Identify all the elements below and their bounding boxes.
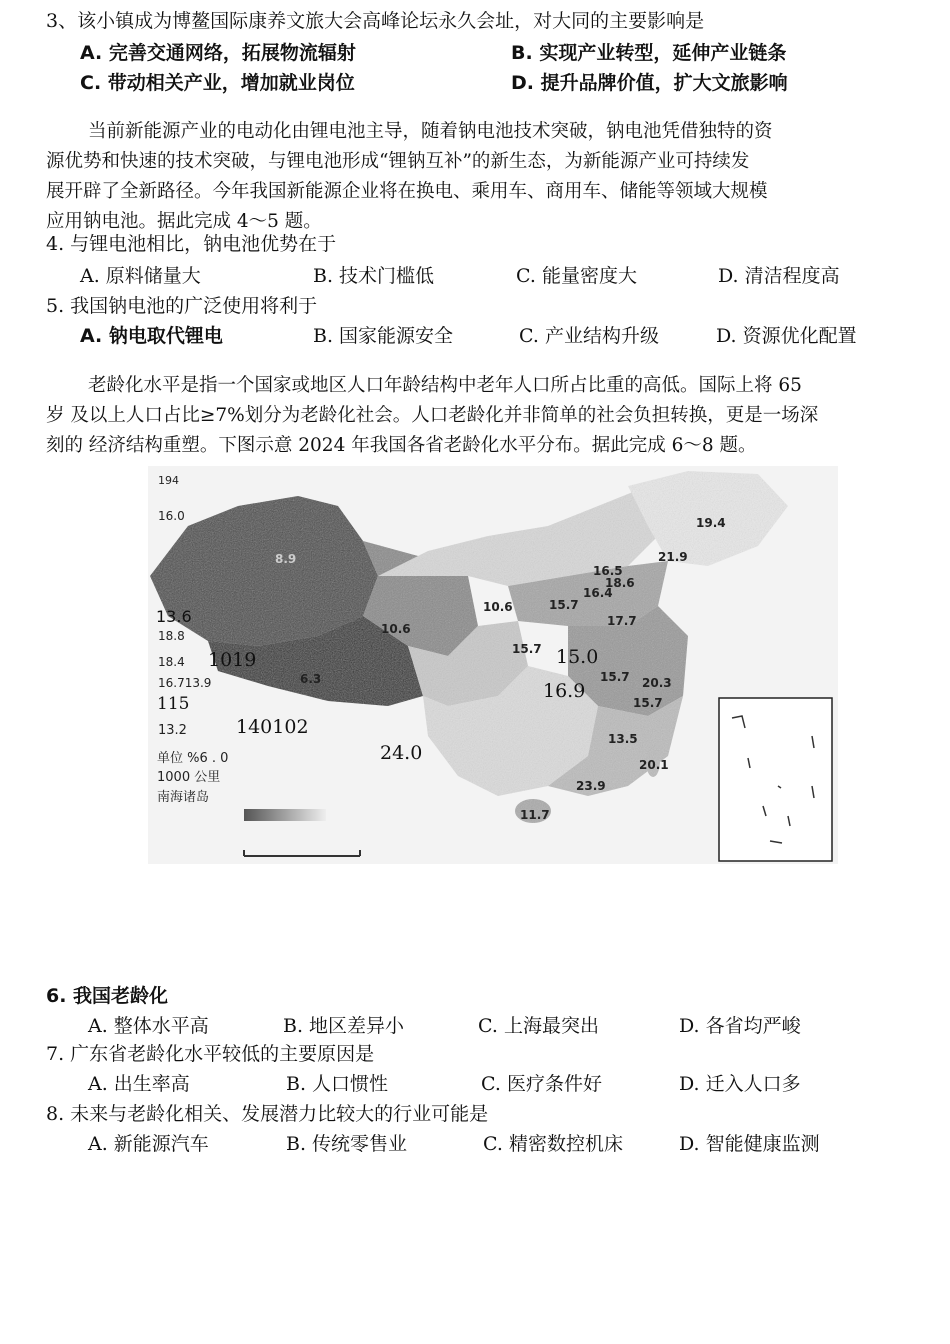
- legend-gradient: [244, 809, 326, 821]
- legend-value-2: 16.0: [158, 509, 185, 523]
- passage1-line-4: 应用钠电池。据此完成 4～5 题。: [46, 211, 322, 232]
- q5-option-c: C. 产业结构升级: [519, 325, 659, 347]
- overlay-number-5: 16.9: [543, 680, 586, 702]
- province-value-12: 6.3: [300, 672, 322, 686]
- province-value-15: 15.7: [633, 696, 663, 710]
- south-sea-inset: [719, 698, 832, 861]
- passage1-line-1: 当前新能源产业的电动化由锂电池主导，随着钠电池技术突破，钠电池凭借独特的资: [88, 121, 773, 142]
- legend-value-4: 18.8: [158, 629, 185, 643]
- province-value-4: 16.5: [593, 564, 623, 578]
- province-value-7: 10.6: [483, 600, 513, 614]
- q3-option-d: D. 提升品牌价值，扩大文旅影响: [511, 72, 788, 94]
- legend-value-6: 16.713.9: [158, 676, 212, 690]
- province-value-2: 21.9: [658, 550, 688, 564]
- q7-option-c: C. 医疗条件好: [481, 1073, 602, 1095]
- province-value-5: 18.6: [605, 576, 635, 590]
- province-value-11: 15.7: [512, 642, 542, 656]
- q5-option-d: D. 资源优化配置: [716, 325, 857, 347]
- q4-stem: 4. 与锂电池相比，钠电池优势在于: [46, 233, 337, 255]
- passage1-line-3: 展开辟了全新路径。今年我国新能源企业将在换电、乘用车、商用车、储能等领域大规模: [46, 181, 768, 202]
- q6-option-d: D. 各省均严峻: [679, 1015, 801, 1037]
- q3-stem: 3、该小镇成为博鳌国际康养文旅大会高峰论坛永久会址，对大同的主要影响是: [46, 10, 705, 32]
- q7-option-a: A. 出生率高: [88, 1073, 190, 1095]
- q3-option-a: A. 完善交通网络，拓展物流辐射: [80, 42, 356, 64]
- q8-option-d: D. 智能健康监测: [679, 1133, 820, 1155]
- q5-option-b: B. 国家能源安全: [313, 325, 454, 347]
- q7-option-d: D. 迁入人口多: [679, 1073, 801, 1095]
- province-value-18: 23.9: [576, 779, 606, 793]
- passage1-line-2: 源优势和快速的技术突破，与锂电池形成“锂钠互补”的新生态，为新能源产业可持续发: [46, 151, 750, 172]
- q8-option-b: B. 传统零售业: [286, 1133, 408, 1155]
- q6-stem: 6. 我国老龄化: [46, 985, 169, 1007]
- province-value-3: 8.9: [275, 552, 297, 566]
- passage-aging: [46, 371, 924, 461]
- q3-option-b: B. 实现产业转型，延伸产业链条: [511, 42, 787, 64]
- overlay-number-3: 24.0: [380, 742, 423, 764]
- q5-option-a: A. 钠电取代锂电: [80, 325, 223, 347]
- q7-stem: 7. 广东省老龄化水平较低的主要原因是: [46, 1043, 375, 1065]
- aging-map-figure: [148, 466, 838, 864]
- province-value-9: 17.7: [607, 614, 637, 628]
- scale-label: 1000 公里: [157, 770, 221, 785]
- province-value-14: 20.3: [642, 676, 672, 690]
- province-value-13: 15.7: [600, 670, 630, 684]
- inset-label: 南海诸岛: [157, 790, 210, 805]
- province-value-19: 11.7: [520, 808, 550, 822]
- province-value-16: 13.5: [608, 732, 638, 746]
- legend-value-1: 194: [158, 474, 179, 487]
- unit-label: 单位 %6 . 0: [157, 751, 229, 766]
- province-value-17: 20.1: [639, 758, 669, 772]
- q8-option-a: A. 新能源汽车: [88, 1133, 209, 1155]
- q5-stem: 5. 我国钠电池的广泛使用将利于: [46, 295, 318, 317]
- q4-option-d: D. 清洁程度高: [718, 265, 840, 287]
- q4-option-c: C. 能量密度大: [516, 265, 637, 287]
- province-value-6: 16.4: [583, 586, 613, 600]
- q6-option-c: C. 上海最突出: [478, 1015, 599, 1037]
- overlay-number-1: 140102: [236, 716, 309, 738]
- province-value-10: 10.6: [381, 622, 411, 636]
- q6-option-a: A. 整体水平高: [88, 1015, 209, 1037]
- legend-value-5: 18.4: [158, 655, 185, 669]
- province-value-1: 19.4: [696, 516, 726, 530]
- q8-stem: 8. 未来与老龄化相关、发展潜力比较大的行业可能是: [46, 1103, 489, 1125]
- passage2-line-2: 岁 及以上人口占比≥7%划分为老龄化社会。人口老龄化并非简单的社会负担转换，更是一场深: [46, 405, 819, 426]
- q7-option-b: B. 人口惯性: [286, 1073, 389, 1095]
- legend-value-8: 13.2: [158, 723, 187, 738]
- overlay-number-4: 15.0: [556, 646, 599, 668]
- passage-sodium-battery: [46, 117, 924, 237]
- q4-option-b: B. 技术门槛低: [313, 265, 435, 287]
- q3-option-c: C. 带动相关产业，增加就业岗位: [80, 72, 355, 94]
- province-value-8: 15.7: [549, 598, 579, 612]
- q4-option-a: A. 原料储量大: [80, 265, 201, 287]
- passage2-line-3: 刻的 经济结构重塑。下图示意 2024 年我国各省老龄化水平分布。据此完成 6～8 题。: [46, 435, 757, 456]
- q6-option-b: B. 地区差异小: [283, 1015, 405, 1037]
- passage2-line-1: 老龄化水平是指一个国家或地区人口年龄结构中老年人口所占比重的高低。国际上将 65: [88, 375, 802, 396]
- legend-value-3: 13.6: [156, 607, 192, 626]
- legend-value-7: 115: [157, 694, 190, 714]
- q8-option-c: C. 精密数控机床: [483, 1133, 623, 1155]
- overlay-number-2: 1019: [208, 649, 257, 671]
